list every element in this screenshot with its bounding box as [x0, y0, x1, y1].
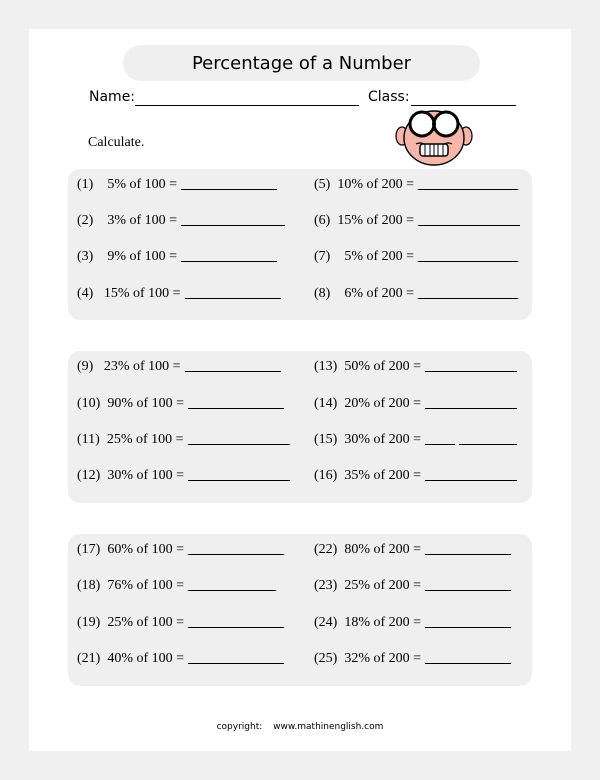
answer-blank[interactable]: [425, 554, 511, 555]
copyright-footer: [0, 722, 600, 732]
question-text: 20% of 200 =: [344, 396, 422, 411]
question-number: (19): [77, 615, 101, 630]
answer-blank[interactable]: [425, 371, 517, 372]
question-6: [314, 213, 520, 233]
question-14: [314, 396, 517, 416]
question-2: [77, 213, 285, 233]
question-text: 90% of 100 =: [107, 396, 185, 411]
question-3: [77, 249, 277, 269]
question-24: [314, 615, 511, 635]
answer-blank[interactable]: [425, 480, 517, 481]
question-text: 5% of 200 =: [344, 249, 415, 264]
answer-blank[interactable]: [459, 444, 517, 445]
answer-blank[interactable]: [188, 480, 290, 481]
question-18: [77, 578, 276, 598]
answer-blank[interactable]: [188, 554, 284, 555]
answer-blank[interactable]: [418, 225, 520, 226]
question-number: (1): [77, 177, 94, 192]
question-text: 32% of 200 =: [344, 651, 422, 666]
question-number: (22): [314, 542, 338, 557]
question-number: (16): [314, 468, 338, 483]
question-number: (13): [314, 359, 338, 374]
class-label: Class:: [368, 89, 410, 105]
question-number: (2): [77, 213, 94, 228]
answer-blank[interactable]: [425, 627, 511, 628]
question-number: (21): [77, 651, 101, 666]
question-text: 35% of 200 =: [344, 468, 422, 483]
question-25: [314, 651, 511, 671]
question-number: (18): [77, 578, 101, 593]
question-text: 76% of 100 =: [107, 578, 185, 593]
question-16: [314, 468, 517, 488]
answer-blank[interactable]: [185, 298, 281, 299]
question-text: 3% of 100 =: [107, 213, 178, 228]
answer-blank[interactable]: [425, 590, 511, 591]
question-number: (7): [314, 249, 331, 264]
question-text: 15% of 100 =: [103, 286, 181, 301]
worksheet-title: Percentage of a Number: [123, 45, 480, 81]
question-10: [77, 396, 284, 416]
question-number: (8): [314, 286, 331, 301]
question-text: 25% of 200 =: [344, 578, 422, 593]
question-text: 10% of 200 =: [337, 177, 415, 192]
cartoon-face-icon: [394, 104, 474, 166]
question-21: [77, 651, 284, 671]
question-text: 25% of 100 =: [106, 432, 184, 447]
question-number: (25): [314, 651, 338, 666]
question-9: [77, 359, 281, 379]
question-text: 18% of 200 =: [344, 615, 422, 630]
question-17: [77, 542, 284, 562]
answer-blank[interactable]: [181, 225, 285, 226]
answer-blank[interactable]: [181, 261, 277, 262]
question-text: 80% of 200 =: [344, 542, 422, 557]
answer-blank[interactable]: [188, 590, 276, 591]
question-text: 30% of 100 =: [107, 468, 185, 483]
name-field[interactable]: [135, 105, 359, 106]
question-number: (23): [314, 578, 338, 593]
question-number: (6): [314, 213, 331, 228]
question-text: 6% of 200 =: [344, 286, 415, 301]
answer-blank[interactable]: [418, 298, 518, 299]
question-text: 60% of 100 =: [107, 542, 185, 557]
answer-blank[interactable]: [181, 189, 277, 190]
question-text: 5% of 100 =: [107, 177, 178, 192]
question-22: [314, 542, 511, 562]
question-text: 9% of 100 =: [107, 249, 178, 264]
answer-blank[interactable]: [418, 189, 518, 190]
question-number: (5): [314, 177, 331, 192]
question-11: [77, 432, 290, 452]
answer-blank[interactable]: [188, 663, 284, 664]
question-text: 40% of 100 =: [107, 651, 185, 666]
question-13: [314, 359, 517, 379]
question-15: [314, 432, 517, 452]
answer-blank[interactable]: [188, 408, 284, 409]
question-number: (24): [314, 615, 338, 630]
question-number: (14): [314, 396, 338, 411]
copyright-link[interactable]: www.mathinenglish.com: [273, 722, 384, 732]
question-19: [77, 615, 284, 635]
question-text: 15% of 200 =: [337, 213, 415, 228]
question-number: (12): [77, 468, 101, 483]
question-number: (3): [77, 249, 94, 264]
question-8: [314, 286, 518, 306]
question-5: [314, 177, 518, 197]
copyright-label: copyright:: [216, 722, 263, 732]
answer-blank[interactable]: [418, 261, 518, 262]
question-number: (9): [77, 359, 94, 374]
answer-blank[interactable]: [188, 627, 284, 628]
question-number: (4): [77, 286, 94, 301]
instruction-text: Calculate.: [88, 135, 145, 150]
answer-blank[interactable]: [188, 444, 290, 445]
answer-blank[interactable]: [425, 408, 517, 409]
question-23: [314, 578, 511, 598]
question-text: 23% of 100 =: [103, 359, 181, 374]
question-text: 50% of 200 =: [344, 359, 422, 374]
question-text: 25% of 100 =: [107, 615, 185, 630]
question-number: (10): [77, 396, 101, 411]
answer-blank[interactable]: [185, 371, 281, 372]
question-4: [77, 286, 281, 306]
answer-blank[interactable]: [425, 444, 455, 445]
question-text: 30% of 200 =: [344, 432, 422, 447]
question-1: [77, 177, 277, 197]
name-label: Name:: [89, 89, 136, 105]
question-number: (11): [77, 432, 100, 447]
question-number: (15): [314, 432, 338, 447]
question-7: [314, 249, 518, 269]
question-12: [77, 468, 290, 488]
question-number: (17): [77, 542, 101, 557]
answer-blank[interactable]: [425, 663, 511, 664]
